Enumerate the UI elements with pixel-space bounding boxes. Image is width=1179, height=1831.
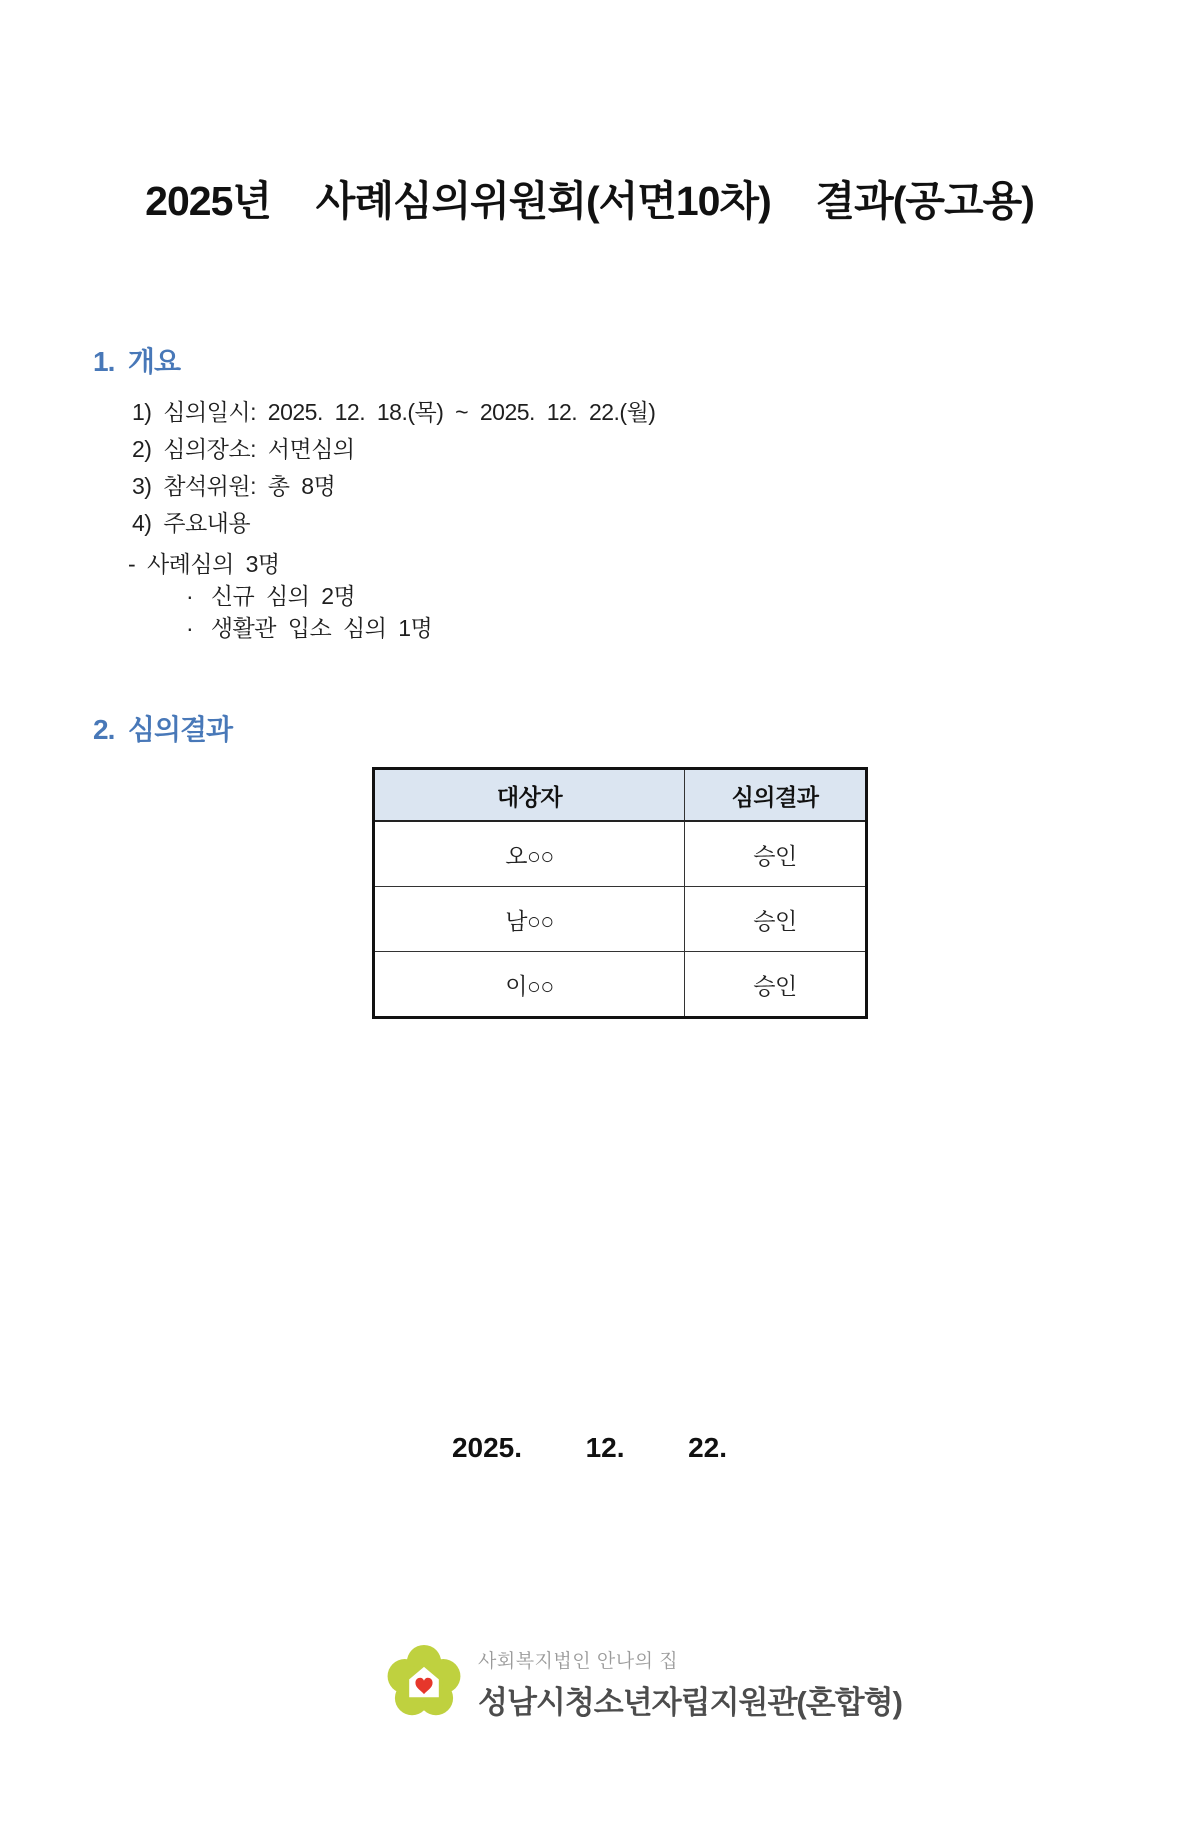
- column-header-subject: 대상자: [374, 769, 685, 822]
- overview-item-contents: 4) 주요내용: [132, 510, 251, 536]
- result-cell: 승인: [685, 821, 867, 887]
- result-cell: 승인: [685, 952, 867, 1018]
- overview-item-date: 1) 심의일시: 2025. 12. 18.(목) ~ 2025. 12. 22.(월): [132, 399, 656, 425]
- subject-cell: 이○○: [374, 952, 685, 1018]
- table-header-row: [374, 769, 867, 822]
- overview-item-members: 3) 참석위원: 총 8명: [132, 473, 336, 499]
- org-footer: [384, 1645, 902, 1723]
- overview-subitem-dorm-review: · 생활관 입소 심의 1명: [186, 615, 433, 641]
- result-cell: 승인: [685, 887, 867, 952]
- section-heading-overview: 1. 개요: [93, 346, 181, 377]
- org-parent-name: 사회복지법인 안나의 집: [478, 1651, 679, 1672]
- overview-subitem-new-review: · 신규 심의 2명: [186, 583, 356, 609]
- table-row: [374, 887, 867, 952]
- section-heading-results: 2. 심의결과: [93, 714, 233, 745]
- org-text-block: [478, 1646, 902, 1722]
- subject-cell: 오○○: [374, 821, 685, 887]
- table-row: [374, 821, 867, 887]
- document-title: 2025년 사례심의위원회(서면10차) 결과(공고용): [145, 178, 1034, 224]
- overview-item-place: 2) 심의장소: 서면심의: [132, 436, 355, 462]
- org-name: 성남시청소년자립지원관(혼합형): [478, 1685, 902, 1720]
- subject-cell: 남○○: [374, 887, 685, 952]
- column-header-result: 심의결과: [685, 769, 867, 822]
- document-date: 2025. 12. 22.: [451, 1432, 728, 1463]
- table-row: [374, 952, 867, 1018]
- overview-subitem-case-review: - 사례심의 3명: [128, 551, 280, 577]
- results-table: [372, 767, 868, 1019]
- flower-logo-icon: [384, 1645, 464, 1723]
